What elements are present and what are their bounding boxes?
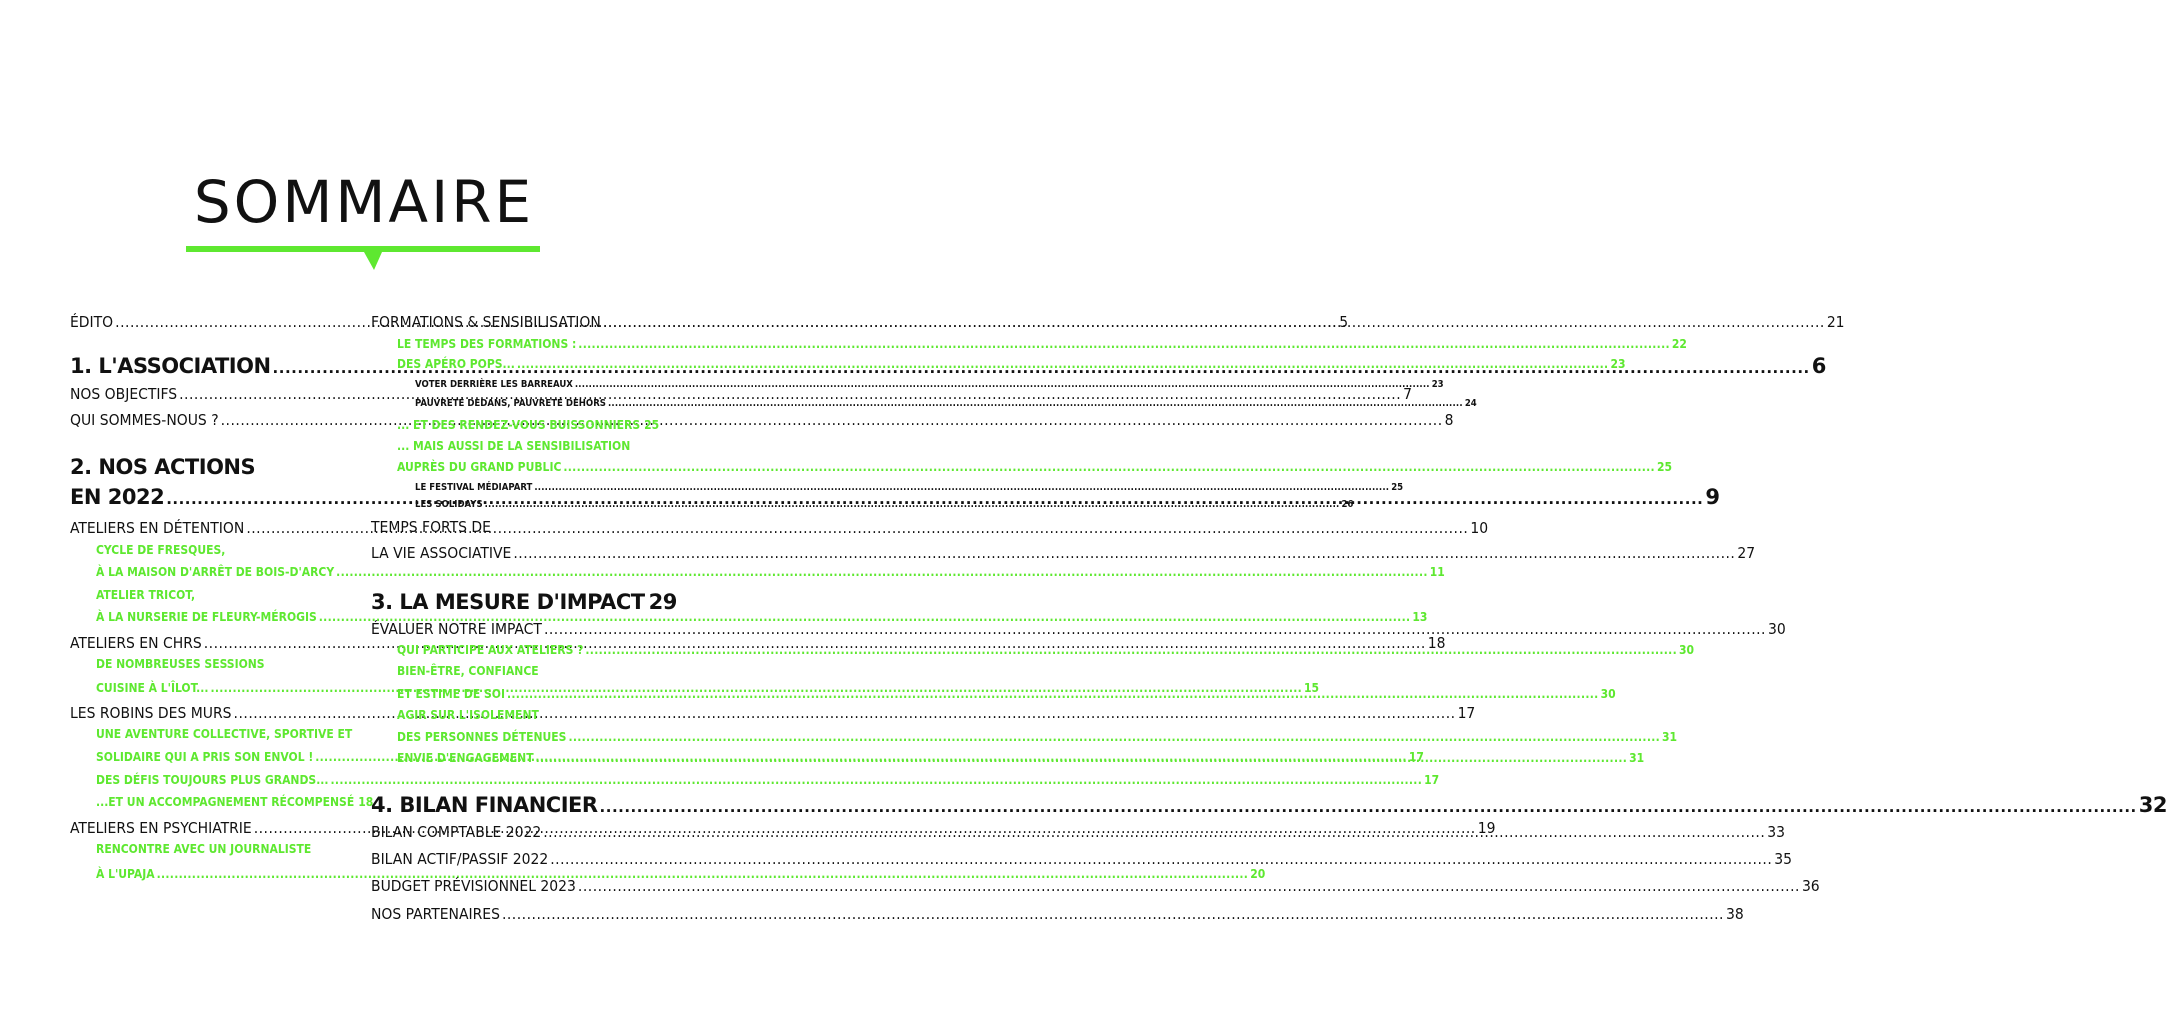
toc-entry-main[interactable] [371, 877, 1820, 895]
dot-leader [608, 398, 1463, 409]
toc-entry-page-number: 21 [1826, 313, 1845, 331]
dot-leader [585, 643, 1677, 657]
toc-entry-main[interactable] [70, 385, 1413, 403]
toc-entry-main[interactable] [371, 544, 1756, 562]
dot-leader [502, 905, 1724, 923]
dot-leader [507, 687, 1599, 701]
toc-entry-sub[interactable] [397, 439, 657, 453]
toc-entry-page-number: 19 [1477, 819, 1496, 837]
toc-entry-page-number: 36 [1801, 877, 1820, 895]
toc-entry-sub[interactable] [397, 730, 1678, 744]
toc-entry-sub[interactable] [397, 460, 1672, 474]
toc-entry-title: LE FESTIVAL MÉDIAPART [415, 482, 533, 493]
toc-entry-sub[interactable] [96, 588, 356, 602]
toc-entry-title: DE NOMBREUSES SESSIONS [96, 657, 265, 671]
dot-leader [331, 773, 1423, 787]
page-title: SOMMAIRE [193, 168, 535, 236]
toc-entry-title: RENCONTRE AVEC UN JOURNALISTE [96, 842, 312, 856]
toc-entry-page-number: 23 [1610, 357, 1626, 371]
toc-entry-title: BUDGET PRÉVISIONNEL 2023 [371, 877, 576, 895]
toc-entry-page-number: 18 [1427, 634, 1446, 652]
toc-entry-main[interactable] [371, 518, 657, 536]
toc-entry-title: DES DÉFIS TOUJOURS PLUS GRANDS... [96, 773, 329, 787]
toc-entry-title: TEMPS FORTS DE [371, 518, 491, 536]
toc-entry-sub[interactable] [96, 773, 1440, 787]
toc-entry-page-number: 25 [1391, 482, 1404, 493]
toc-entry-title: ÉVALUER NOTRE IMPACT [371, 620, 542, 638]
toc-entry-page-number: 26 [1341, 499, 1354, 510]
toc-entry-page-number: 23 [1431, 379, 1444, 390]
toc-entry-title: AUPRÈS DU GRAND PUBLIC [397, 460, 562, 474]
toc-entry-title: NOS OBJECTIFS [70, 385, 178, 403]
toc-entry-page-number: 31 [1662, 730, 1678, 744]
toc-entry-main[interactable] [371, 850, 1793, 868]
toc-entry-title: AGIR SUR L'ISOLEMENT [397, 708, 539, 722]
toc-entry-main[interactable] [371, 905, 1744, 923]
toc-entry-page-number: 24 [1464, 398, 1477, 409]
toc-entry-sub[interactable] [96, 565, 1445, 579]
toc-entry-title: QUI PARTICIPE AUX ATELIERS ? [397, 643, 584, 657]
toc-entry-title: CUISINE À L'ÎLOT... [96, 681, 209, 695]
toc-entry-det[interactable] [415, 499, 1354, 510]
toc-entry-title: VOTER DERRIÈRE LES BARREAUX [415, 379, 573, 390]
toc-entry-sub[interactable] [96, 842, 356, 856]
dot-leader [578, 877, 1800, 895]
toc-entry-page-number: 11 [1429, 565, 1445, 579]
toc-entry-page-number: 30 [1600, 687, 1616, 701]
toc-entry-title: LA VIE ASSOCIATIVE [371, 544, 512, 562]
toc-entry-title: 4. BILAN FINANCIER [371, 793, 598, 817]
toc-entry-sub[interactable] [96, 657, 356, 671]
toc-entry-title: DES PERSONNES DÉTENUES [397, 730, 567, 744]
toc-entry-det[interactable] [415, 379, 1444, 390]
toc-entry-sub[interactable] [96, 867, 1266, 881]
toc-entry-page-number: 6 [1811, 354, 1826, 378]
toc-entry-title: QUI SOMMES-NOUS ? [70, 411, 219, 429]
toc-entry-page-number: 30 [1767, 620, 1786, 638]
toc-entry-title: BIEN-ÊTRE, CONFIANCE [397, 664, 539, 678]
toc-entry-sub[interactable] [397, 418, 660, 432]
toc-entry-title: NOS PARTENAIRES [371, 905, 500, 923]
toc-entry-title: BILAN ACTIF/PASSIF 2022 [371, 850, 549, 868]
toc-entry-sub[interactable] [397, 337, 1687, 351]
dot-leader [485, 499, 1340, 510]
toc-entry-title: ATELIERS EN PSYCHIATRIE [70, 819, 252, 837]
toc-entry-title: ÉDITO [70, 313, 114, 331]
dot-leader [563, 460, 1655, 474]
dot-leader [550, 850, 1772, 868]
toc-entry-page-number: 25 [1656, 460, 1672, 474]
toc-entry-title: ATELIERS EN DÉTENTION [70, 519, 245, 537]
dot-leader [603, 313, 1825, 331]
dot-leader [513, 544, 1735, 562]
toc-entry-sub[interactable] [96, 610, 1428, 624]
toc-entry-title: ATELIER TRICOT, [96, 588, 196, 602]
toc-entry-title: ET ESTIME DE SOI [397, 687, 505, 701]
toc-entry-page-number: 29 [648, 590, 677, 614]
toc-entry-sub[interactable] [96, 543, 356, 557]
toc-entry-title: LES ROBINS DES MURS [70, 704, 232, 722]
toc-entry-title: SOLIDAIRE QUI A PRIS SON ENVOL ! [96, 750, 314, 764]
toc-entry-page-number: 8 [1444, 411, 1454, 429]
toc-entry-title: 1. L'ASSOCIATION [70, 354, 271, 378]
dot-leader [544, 620, 1766, 638]
toc-entry-sub[interactable] [397, 357, 1626, 371]
dot-leader [578, 337, 1670, 351]
toc-entry-page-number: 5 [1339, 313, 1349, 331]
toc-entry-page-number: 32 [2138, 793, 2167, 817]
toc-entry-page-number: 7 [1403, 385, 1413, 403]
toc-entry-page-number: 17 [1408, 750, 1424, 764]
toc-entry-sec[interactable] [371, 590, 677, 614]
toc-entry-page-number: 35 [1774, 850, 1793, 868]
toc-entry-sec[interactable] [70, 455, 356, 479]
toc-entry-title: LE TEMPS DES FORMATIONS : [397, 337, 577, 351]
toc-entry-main[interactable] [371, 620, 1786, 638]
dot-leader [575, 379, 1430, 390]
toc-entry-title: ATELIERS EN CHRS [70, 634, 202, 652]
toc-entry-page-number: 20 [1250, 867, 1266, 881]
toc-entry-title: ENVIE D'ENGAGEMENT [397, 751, 534, 765]
toc-entry-title: LES SOLIDAYS [415, 499, 483, 510]
toc-entry-title: ... MAIS AUSSI DE LA SENSIBILISATION [397, 439, 631, 453]
toc-entry-page-number: 30 [1678, 643, 1695, 657]
toc-entry-page-number: 22 [1671, 337, 1687, 351]
dot-leader [517, 357, 1609, 371]
toc-entry-title: BILAN COMPTABLE 2022 [371, 823, 542, 841]
toc-entry-title: À LA NURSERIE DE FLEURY-MÉROGIS [96, 610, 317, 624]
toc-entry-sub[interactable] [96, 795, 374, 809]
toc-entry-sec[interactable] [371, 793, 2167, 817]
toc-entry-title: ...ET UN ACCOMPAGNEMENT RÉCOMPENSÉ [96, 795, 355, 809]
toc-entry-page-number: 9 [1705, 485, 1720, 509]
toc-entry-title: CYCLE DE FRESQUES, [96, 543, 226, 557]
toc-entry-page-number: 17 [1457, 704, 1476, 722]
toc-entry-title: 3. LA MESURE D'IMPACT [371, 590, 645, 614]
toc-entry-title: À LA MAISON D'ARRÊT DE BOIS-D'ARCY [96, 565, 335, 579]
toc-entry-main[interactable] [371, 313, 1845, 331]
toc-entry-title: EN 2022 [70, 485, 165, 509]
toc-entry-title: À L'UPAJA [96, 867, 155, 881]
dot-leader [536, 751, 1628, 765]
dot-leader [534, 482, 1389, 493]
toc-entry-page-number: 38 [1725, 905, 1744, 923]
toc-entry-title: 2. NOS ACTIONS [70, 455, 256, 479]
toc-entry-page-number: 13 [1412, 610, 1428, 624]
toc-entry-sub[interactable] [397, 708, 657, 722]
speech-bubble-underline [186, 238, 540, 274]
toc-entry-page-number: 17 [1424, 773, 1440, 787]
toc-entry-det[interactable] [415, 482, 1404, 493]
toc-entry-page-number: 27 [1737, 544, 1756, 562]
toc-entry-page-number: 15 [1304, 681, 1320, 695]
toc-entry-title: PAUVRETÉ DEDANS, PAUVRETÉ DEHORS [415, 398, 606, 409]
toc-entry-title: ... ET DES RENDEZ-VOUS BUISSONNIERS [397, 418, 641, 432]
toc-entry-page-number: 18 [358, 795, 374, 809]
dot-leader [600, 798, 2137, 816]
toc-entry-sub[interactable] [96, 727, 356, 741]
toc-entry-title: UNE AVENTURE COLLECTIVE, SPORTIVE ET [96, 727, 353, 741]
toc-entry-page-number: 31 [1629, 751, 1645, 765]
dot-leader [336, 565, 1428, 579]
dot-leader [568, 730, 1660, 744]
toc-entry-page-number: 25 [644, 418, 660, 432]
toc-entry-page-number: 33 [1767, 823, 1786, 841]
toc-entry-title: DES APÉRO POPS... [397, 357, 515, 371]
toc-entry-page-number: 10 [1470, 519, 1489, 537]
toc-entry-det[interactable] [415, 398, 1477, 409]
dot-leader [543, 823, 1765, 841]
toc-entry-sub[interactable] [397, 664, 657, 678]
toc-entry-title: FORMATIONS & SENSIBILISATION [371, 313, 601, 331]
